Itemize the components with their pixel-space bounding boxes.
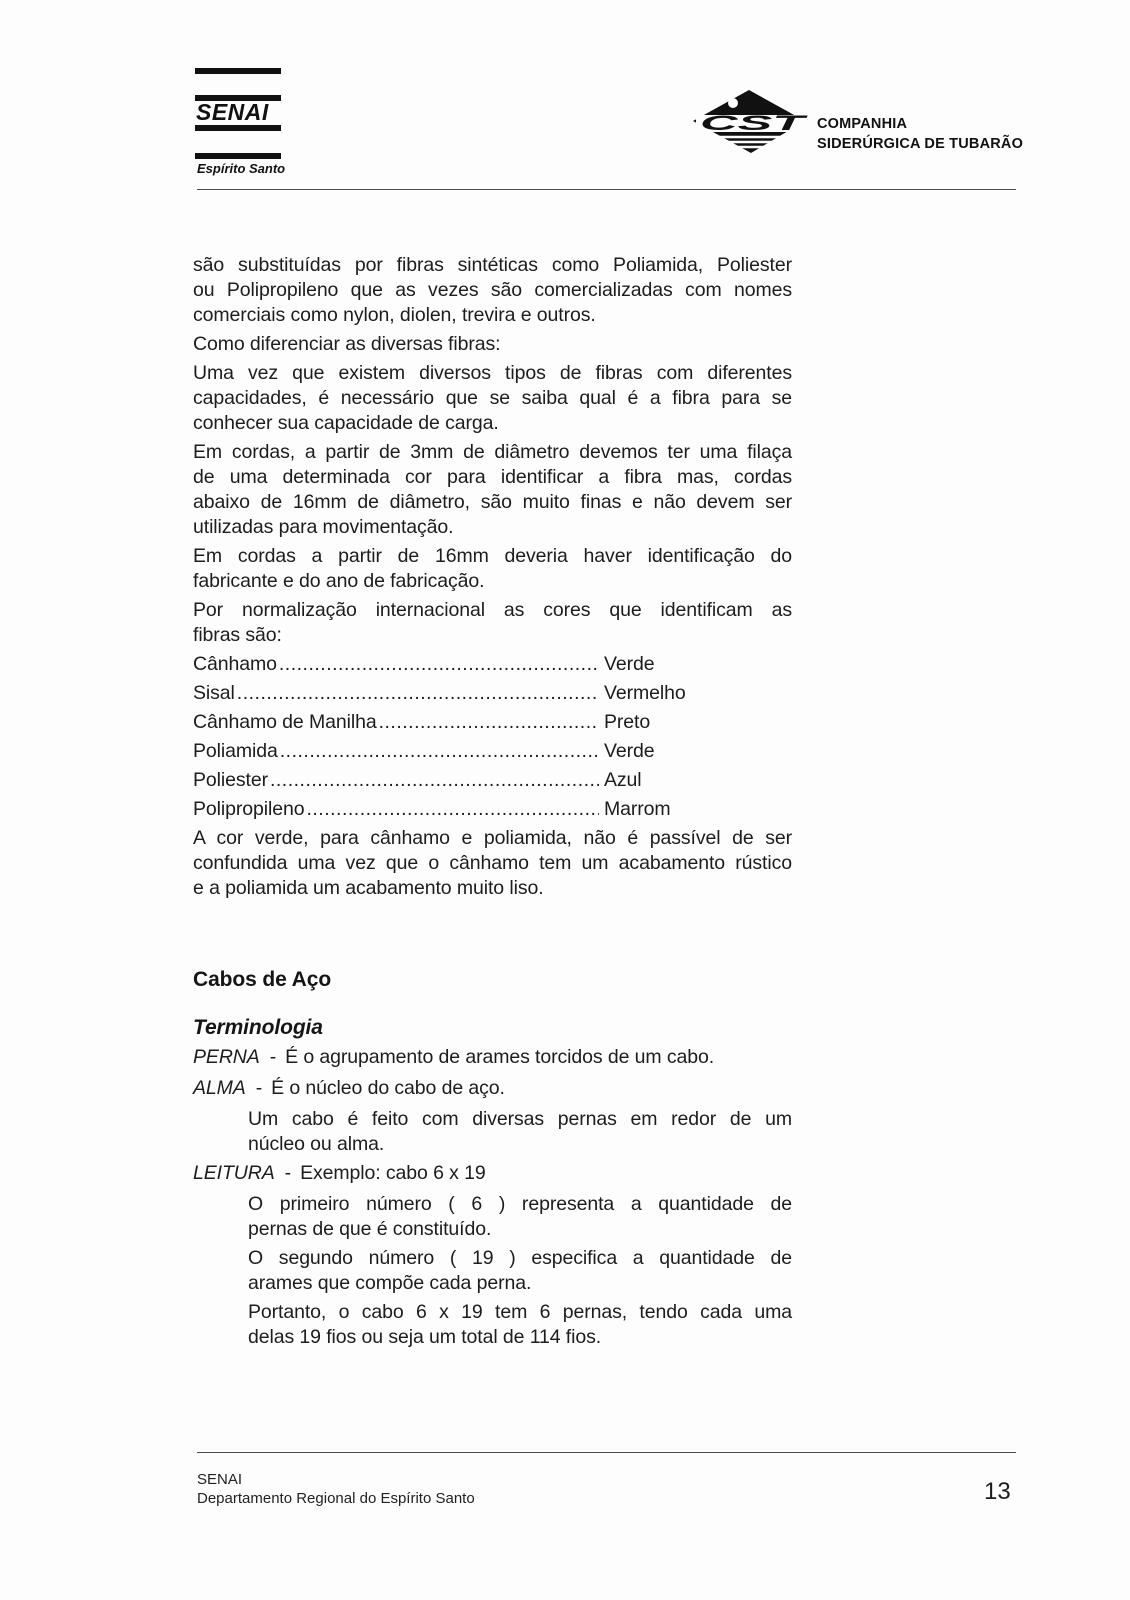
term-leitura	[193, 1161, 792, 1186]
text-line: fibras são:	[193, 624, 282, 646]
dot-leader	[270, 768, 599, 793]
term-name: PERNA	[193, 1046, 260, 1068]
fiber-name: Polipropileno	[193, 798, 305, 820]
fiber-color-list	[193, 652, 792, 822]
paragraph-normalizacao	[193, 598, 792, 648]
term-separator: -	[255, 1077, 263, 1099]
list-item	[193, 768, 792, 793]
term-separator: -	[284, 1162, 292, 1184]
term-separator: -	[269, 1046, 277, 1068]
fiber-color: Verde	[604, 653, 655, 675]
senai-logo-bar	[195, 125, 281, 131]
term-name: LEITURA	[193, 1162, 275, 1184]
paragraph-fibras-sinteticas	[193, 253, 792, 328]
term-name: ALMA	[193, 1077, 246, 1099]
fiber-name: Poliamida	[193, 740, 278, 762]
page-number: 13	[984, 1478, 1011, 1505]
text-line: Por normalização internacional as cores que identificam as	[193, 599, 792, 621]
fiber-name: Cânhamo	[193, 653, 277, 675]
fiber-color: Azul	[604, 769, 642, 791]
text-line: arames que compõe cada perna.	[248, 1272, 532, 1294]
text-line: Como diferenciar as diversas fibras:	[193, 333, 501, 355]
text-line: são substituídas por fibras sintéticas como Poliamida, Poliester	[193, 254, 792, 276]
text-line: abaixo de 16mm de diâmetro, são muito finas e não devem ser	[193, 491, 792, 513]
text-line: confundida uma vez que o cânhamo tem um acabamento rústico	[193, 852, 792, 874]
dot-leader	[280, 739, 599, 764]
text-line: O segundo número ( 19 ) especifica a quantidade de	[248, 1247, 792, 1269]
text-line: O primeiro número ( 6 ) representa a quantidade de	[248, 1193, 792, 1215]
text-line: Uma vez que existem diversos tipos de fibras com diferentes	[193, 362, 792, 384]
document-body	[193, 253, 792, 1354]
paragraph-tipos-de-fibras	[193, 361, 792, 436]
cst-company-line1: COMPANHIA	[817, 116, 908, 132]
text-line: conhecer sua capacidade de carga.	[193, 412, 499, 434]
cst-company-name	[817, 114, 1023, 154]
header-divider	[197, 189, 1016, 190]
cst-diamond-icon	[693, 90, 811, 158]
text-line: Em cordas, a partir de 3mm de diâmetro devemos ter uma filaça	[193, 441, 792, 463]
text-line: núcleo ou alma.	[248, 1133, 385, 1155]
paragraph-cordas-3mm	[193, 440, 792, 540]
sub-heading-terminologia: Terminologia	[193, 1016, 323, 1039]
term-alma	[193, 1076, 792, 1101]
footer-divider	[197, 1452, 1016, 1453]
cst-logo	[693, 90, 1024, 160]
cst-company-line2: SIDERÚRGICA DE TUBARÃO	[817, 136, 1024, 152]
term-definition: É o núcleo do cabo de aço.	[271, 1077, 505, 1099]
note-alma	[248, 1107, 792, 1157]
term-perna	[193, 1045, 792, 1070]
note-portanto	[248, 1300, 792, 1350]
section-heading-cabos-de-aco: Cabos de Aço	[193, 968, 332, 991]
senai-logo	[195, 68, 286, 180]
text-line: fabricante e do ano de fabricação.	[193, 570, 485, 592]
note-primeiro-numero	[248, 1192, 792, 1242]
fiber-name: Sisal	[193, 682, 235, 704]
text-line: de uma determinada cor para identificar a fibra mas, cordas	[193, 466, 792, 488]
fiber-color: Marrom	[604, 798, 671, 820]
paragraph-cordas-16mm	[193, 544, 792, 594]
text-line: e a poliamida um acabamento muito liso.	[193, 877, 544, 899]
list-item	[193, 739, 792, 764]
footer-department: Departamento Regional do Espírito Santo	[197, 1490, 475, 1507]
list-item	[193, 652, 792, 677]
text-line: capacidades, é necessário que se saiba qual é a fibra para se	[193, 387, 792, 409]
text-line: pernas de que é constituído.	[248, 1218, 492, 1240]
senai-logo-region: Espírito Santo	[197, 161, 286, 176]
senai-logo-wordmark: SENAI	[196, 99, 269, 125]
term-definition: Exemplo: cabo 6 x 19	[300, 1162, 486, 1184]
footer-organization: SENAI	[197, 1471, 243, 1488]
fiber-color: Verde	[604, 740, 655, 762]
fiber-color: Vermelho	[604, 682, 686, 704]
list-item	[193, 797, 792, 822]
senai-logo-bar	[195, 153, 281, 159]
senai-logo-bar	[195, 68, 281, 74]
fiber-color: Preto	[604, 711, 651, 733]
text-line: Em cordas a partir de 16mm deveria haver identificação do	[193, 545, 792, 567]
list-item	[193, 681, 792, 706]
text-line: utilizadas para movimentação.	[193, 516, 454, 538]
dot-leader	[237, 681, 599, 706]
text-line: Um cabo é feito com diversas pernas em redor de um	[248, 1108, 792, 1130]
text-line: Portanto, o cabo 6 x 19 tem 6 pernas, tendo cada uma	[248, 1301, 792, 1323]
list-item	[193, 710, 792, 735]
text-line: ou Polipropileno que as vezes são comercializadas com nomes	[193, 279, 792, 301]
term-definition: É o agrupamento de arames torcidos de um cabo.	[285, 1046, 715, 1068]
text-line: delas 19 fios ou seja um total de 114 fios.	[248, 1326, 602, 1348]
dot-leader	[279, 652, 599, 677]
text-line: A cor verde, para cânhamo e poliamida, não é passível de ser	[193, 827, 792, 849]
dot-leader	[306, 797, 599, 822]
fiber-name: Cânhamo de Manilha	[193, 711, 377, 733]
dot-leader	[379, 710, 599, 735]
cst-acronym: CST	[700, 112, 810, 135]
paragraph-cor-verde	[193, 826, 792, 901]
fiber-name: Poliester	[193, 769, 268, 791]
note-segundo-numero	[248, 1246, 792, 1296]
paragraph-como-diferenciar	[193, 332, 792, 357]
text-line: comerciais como nylon, diolen, trevira e outros.	[193, 304, 596, 326]
